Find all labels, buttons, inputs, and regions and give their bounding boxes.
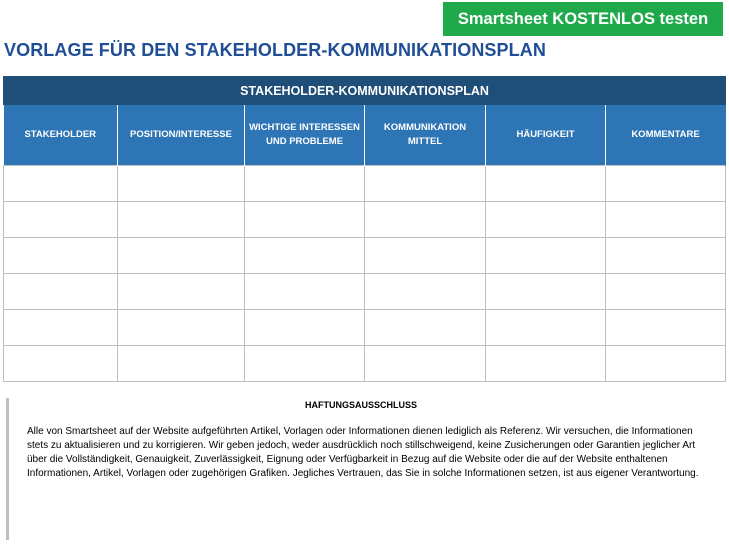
table-row (4, 310, 726, 346)
disclaimer-box (6, 398, 713, 540)
table-cell[interactable] (245, 238, 365, 274)
page-title: VORLAGE FÜR DEN STAKEHOLDER-KOMMUNIKATIONSPLAN (4, 40, 546, 60)
table-cell[interactable] (245, 274, 365, 310)
table-cell[interactable] (4, 202, 118, 238)
table-row (4, 238, 726, 274)
column-header-comments: KOMMENTARE (606, 105, 726, 166)
table-cell[interactable] (245, 310, 365, 346)
table-cell[interactable] (365, 202, 486, 238)
table-cell[interactable] (606, 274, 726, 310)
table-cell[interactable] (365, 166, 486, 202)
table-cell[interactable] (245, 166, 365, 202)
column-header-position: POSITION/INTERESSE (118, 105, 245, 166)
table-cell[interactable] (486, 202, 606, 238)
table-cell[interactable] (486, 166, 606, 202)
table-row (4, 202, 726, 238)
table-cell[interactable] (4, 166, 118, 202)
table-cell[interactable] (118, 238, 245, 274)
table-cell[interactable] (118, 274, 245, 310)
table-cell[interactable] (118, 202, 245, 238)
try-smartsheet-free-button[interactable]: Smartsheet KOSTENLOS testen (443, 2, 723, 36)
table-cell[interactable] (486, 310, 606, 346)
table-cell[interactable] (245, 202, 365, 238)
disclaimer-text: Alle von Smartsheet auf der Website aufgeführten Artikel, Vorlagen oder Informationen dienen lediglich als Referenz. Wir versuchen, die Informationen stets zu aktualisieren und zu korrigieren. Wir geben jedoch, weder ausdrücklich noch stillschweigend, keine Zusicherungen oder Garantien jeglicher Art über die Vollständigkeit, Genauigkeit, Zuverlässigkeit, Eignung oder Verfügbarkeit in Bezug auf die Website oder die auf der Website enthaltenen Informationen, Artikel, Vorlagen oder zugehörigen Grafiken. Jegliches Vertrauen, das Sie in solche Informationen setzen, ist aus eigener Verantwortung. (27, 426, 699, 479)
table-cell[interactable] (118, 346, 245, 382)
table-cell[interactable] (118, 166, 245, 202)
table-cell[interactable] (365, 274, 486, 310)
table-cell[interactable] (4, 238, 118, 274)
table-cell[interactable] (365, 346, 486, 382)
column-header-interests: WICHTIGE INTERESSEN UND PROBLEME (245, 105, 365, 166)
table-cell[interactable] (118, 310, 245, 346)
table-cell[interactable] (486, 238, 606, 274)
table-cell[interactable] (4, 274, 118, 310)
disclaimer-title: HAFTUNGSAUSSCHLUSS (304, 400, 417, 410)
table-cell[interactable] (4, 310, 118, 346)
table-cell[interactable] (486, 346, 606, 382)
table-cell[interactable] (606, 346, 726, 382)
table-title: STAKEHOLDER-KOMMUNIKATIONSPLAN (4, 77, 726, 105)
table-row (4, 346, 726, 382)
table-cell[interactable] (4, 346, 118, 382)
table-cell[interactable] (606, 310, 726, 346)
table-cell[interactable] (606, 166, 726, 202)
column-header-stakeholder: STAKEHOLDER (4, 105, 118, 166)
table-cell[interactable] (365, 238, 486, 274)
table-cell[interactable] (606, 238, 726, 274)
column-header-frequency: HÄUFIGKEIT (486, 105, 606, 166)
table-cell[interactable] (365, 310, 486, 346)
table-cell[interactable] (606, 202, 726, 238)
column-header-communication: KOMMUNIKATION MITTEL (365, 105, 486, 166)
table-row (4, 166, 726, 202)
communication-plan-table (3, 76, 726, 382)
table-header-row (4, 105, 726, 166)
table-row (4, 274, 726, 310)
table-cell[interactable] (486, 274, 606, 310)
table-cell[interactable] (245, 346, 365, 382)
